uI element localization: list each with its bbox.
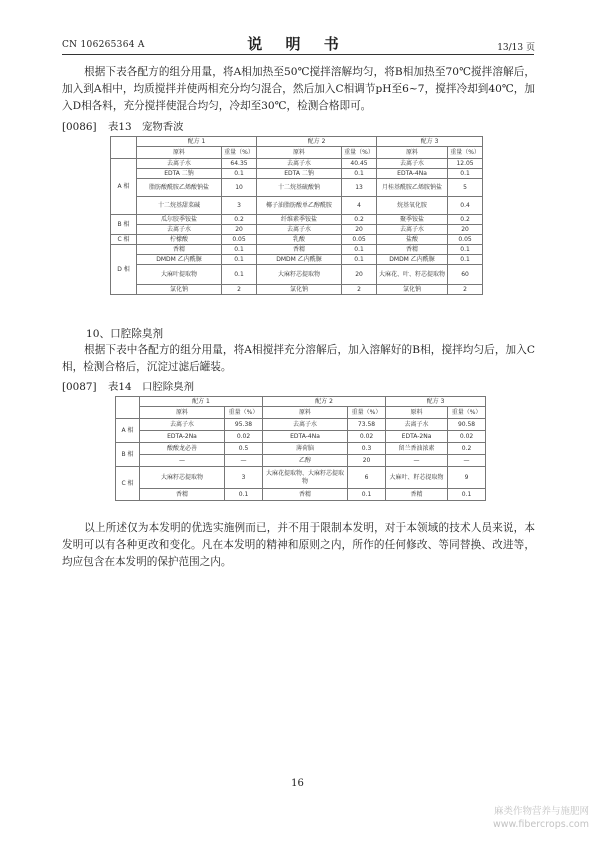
table-cell: 0.02 <box>448 431 486 443</box>
column-header: 重量（%） <box>225 407 263 419</box>
table-cell: 去离子水 <box>377 225 448 235</box>
table-cell: 0.2 <box>448 443 486 455</box>
table-cell: 香精 <box>257 245 342 255</box>
table-cell: 0.2 <box>222 215 257 225</box>
config-header: 配方 1 <box>140 397 263 407</box>
table-cell: — <box>386 455 448 467</box>
table-cell: 0.05 <box>448 235 483 245</box>
phase-label: B 相 <box>111 215 137 235</box>
table-cell: 0.1 <box>448 245 483 255</box>
column-header: 原料 <box>386 407 448 419</box>
table-cell: 13 <box>342 179 377 197</box>
section-heading: 10、口腔除臭剂 <box>86 328 164 340</box>
table-row <box>116 419 486 431</box>
table-cell: 0.02 <box>348 431 386 443</box>
table-cell: 0.1 <box>222 245 257 255</box>
table-cell: EDTA 二钠 <box>137 169 222 179</box>
table14-oral-deodorant <box>115 396 486 501</box>
table-cell: 0.1 <box>448 255 483 265</box>
table13-pet-shampoo <box>110 136 483 295</box>
table-cell: 0.1 <box>448 489 486 501</box>
table-cell: 大麻花提取物、大麻籽芯提取物 <box>263 467 348 489</box>
table-cell: 0.2 <box>448 215 483 225</box>
table-cell: EDTA-2Na <box>140 431 225 443</box>
procedure-paragraph-1: 根据下表各配方的组分用量，将A相加热至50℃搅拌溶解均匀，将B相加热至70℃搅拌溶解后，加入到A相中，均质搅拌并使两相充分均匀混合，然后加入C相调节pH至6~7，搅拌冷却到40℃，加入D相各料，充分搅拌使混合均匀，冷却至30℃，检测合格即可。 <box>62 66 535 112</box>
table-row <box>111 197 483 215</box>
table-cell: 柠檬酸 <box>137 235 222 245</box>
table-cell: 去离子水 <box>377 159 448 169</box>
table-cell: 大麻花、叶、籽芯提取物 <box>377 265 448 285</box>
table-row <box>111 225 483 235</box>
table-row <box>111 215 483 225</box>
column-header: 原料 <box>257 147 342 159</box>
table-cell: 3 <box>225 467 263 489</box>
table-cell: 去离子水 <box>386 419 448 431</box>
table-cell: 去离子水 <box>257 159 342 169</box>
table-cell: 64.35 <box>222 159 257 169</box>
table-cell: 聚季铵盐 <box>377 215 448 225</box>
table-cell: 9 <box>448 467 486 489</box>
table-cell: 40.45 <box>342 159 377 169</box>
table-cell: 大麻籽芯提取物 <box>140 467 225 489</box>
table-cell: EDTA-2Na <box>386 431 448 443</box>
table-row <box>116 443 486 455</box>
table-cell: 烷基氧化胺 <box>377 197 448 215</box>
table-cell: 香精 <box>140 489 225 501</box>
patent-number: CN 106265364 A <box>62 40 145 50</box>
table-cell: 纤维素季铵盐 <box>257 215 342 225</box>
table-cell: 20 <box>222 225 257 235</box>
table-cell: 0.02 <box>225 431 263 443</box>
corner-cell <box>116 397 140 419</box>
table14-caption: [0087] 表14 口腔除臭剂 <box>62 381 194 393</box>
page-indicator: 13/13 页 <box>497 43 535 53</box>
table-cell: 大麻叶、籽芯提取物 <box>386 467 448 489</box>
table-cell: 90.58 <box>448 419 486 431</box>
table-cell: DMDM 乙内酰脲 <box>137 255 222 265</box>
column-header: 原料 <box>137 147 222 159</box>
table-cell: 瓜尔胶季铵盐 <box>137 215 222 225</box>
table-cell: 薄荷脑 <box>263 443 348 455</box>
procedure-paragraph-2: 根据下表中各配方的组分用量，将A相搅拌充分溶解后，加入溶解好的B相，搅拌均匀后，加入C相，检测合格后，沉淀过滤后罐装。 <box>62 344 535 373</box>
table-cell: 60 <box>448 265 483 285</box>
table-cell: 脂肪酸酰胺乙烯酸钠盐 <box>137 179 222 197</box>
table-cell: 2 <box>448 285 483 295</box>
table-cell: 酸酸龙必善 <box>140 443 225 455</box>
table-cell: 香精 <box>377 245 448 255</box>
table-cell: 0.1 <box>348 489 386 501</box>
table-cell: — <box>225 455 263 467</box>
table-cell: 0.1 <box>342 169 377 179</box>
table-cell: 0.1 <box>225 489 263 501</box>
table-cell: EDTA 二钠 <box>257 169 342 179</box>
table-cell: 0.1 <box>222 169 257 179</box>
table-row <box>111 159 483 169</box>
table-cell: 0.05 <box>342 235 377 245</box>
column-header: 重量（%） <box>448 147 483 159</box>
table-cell: 2 <box>342 285 377 295</box>
table-cell: 去离子水 <box>137 225 222 235</box>
column-header: 原料 <box>377 147 448 159</box>
table-cell: 大麻叶提取物 <box>137 265 222 285</box>
config-header: 配方 3 <box>386 397 486 407</box>
config-header: 配方 2 <box>257 137 377 147</box>
table-cell: 20 <box>342 265 377 285</box>
table-cell: EDTA-4Na <box>377 169 448 179</box>
table-cell: 乳酸 <box>257 235 342 245</box>
table-cell: 氯化钠 <box>137 285 222 295</box>
table-row <box>111 285 483 295</box>
table-cell: 月桂基酰胺乙烯胺钠盐 <box>377 179 448 197</box>
header-divider <box>62 54 534 55</box>
config-header: 配方 3 <box>377 137 483 147</box>
watermark-line-1: 麻类作物营养与施肥网 <box>493 806 589 817</box>
phase-label: A 相 <box>111 159 137 215</box>
table-cell: 20 <box>348 455 386 467</box>
table-cell: 去离子水 <box>137 159 222 169</box>
table-cell: 0.5 <box>225 443 263 455</box>
column-header: 原料 <box>263 407 348 419</box>
table-row <box>111 245 483 255</box>
table-cell: 3 <box>222 197 257 215</box>
phase-label: C 相 <box>116 467 140 501</box>
table-cell: 0.1 <box>448 169 483 179</box>
table-cell: 12.05 <box>448 159 483 169</box>
table-cell: 0.05 <box>222 235 257 245</box>
table-cell: EDTA-4Na <box>263 431 348 443</box>
table-row <box>111 265 483 285</box>
table-cell: 10 <box>222 179 257 197</box>
table-cell: 20 <box>342 225 377 235</box>
table-cell: 73.58 <box>348 419 386 431</box>
table-cell: 0.1 <box>342 245 377 255</box>
table-cell: 香精 <box>386 489 448 501</box>
table-cell: 氯化钠 <box>377 285 448 295</box>
table-cell: 盐酸 <box>377 235 448 245</box>
table-cell: 0.1 <box>342 255 377 265</box>
phase-label: B 相 <box>116 443 140 467</box>
table-cell: 0.3 <box>348 443 386 455</box>
table-cell: — <box>448 455 486 467</box>
table-row <box>111 179 483 197</box>
table-row <box>111 235 483 245</box>
column-header: 原料 <box>140 407 225 419</box>
config-header: 配方 1 <box>137 137 257 147</box>
watermark-line-2: www.fibercrops.com <box>492 819 589 830</box>
table-cell: 去离子水 <box>140 419 225 431</box>
table-row <box>116 467 486 489</box>
table-cell: 去离子水 <box>263 419 348 431</box>
phase-label: C 相 <box>111 235 137 245</box>
table-cell: 乙醇 <box>263 455 348 467</box>
table-row <box>111 255 483 265</box>
table-cell: 4 <box>342 197 377 215</box>
table-cell: 6 <box>348 467 386 489</box>
column-header: 重量（%） <box>348 407 386 419</box>
table-cell: DMDM 乙内酰脲 <box>377 255 448 265</box>
table-cell: 0.1 <box>222 265 257 285</box>
column-header: 重量（%） <box>222 147 257 159</box>
table-cell: 大麻籽芯提取物 <box>257 265 342 285</box>
conclusion-paragraph: 以上所述仅为本发明的优选实施例而已，并不用于限制本发明，对于本领域的技术人员来说，本发明可以有各种更改和变化。凡在本发明的精神和原则之内，所作的任何修改、等同替换、改进等，均应包含在本发明的保护范围之内。 <box>62 522 535 568</box>
table-row <box>111 169 483 179</box>
document-title: 说 明 书 <box>247 35 348 53</box>
table-cell: 留兰香油浓素 <box>386 443 448 455</box>
table-cell: — <box>140 455 225 467</box>
table-cell: 0.4 <box>448 197 483 215</box>
phase-label: A 相 <box>116 419 140 443</box>
table-row <box>116 489 486 501</box>
table-cell: 20 <box>448 225 483 235</box>
column-header: 重量（%） <box>342 147 377 159</box>
table-cell: 0.1 <box>222 255 257 265</box>
table-row <box>116 455 486 467</box>
table-cell: 2 <box>222 285 257 295</box>
table-cell: DMDM 乙内酰脲 <box>257 255 342 265</box>
watermark <box>493 805 589 831</box>
page-number: 16 <box>291 778 304 789</box>
table-cell: 香精 <box>263 489 348 501</box>
config-header: 配方 2 <box>263 397 386 407</box>
phase-label: D 相 <box>111 245 137 295</box>
column-header: 重量（%） <box>448 407 486 419</box>
table13-caption: [0086] 表13 宠物香波 <box>62 121 184 133</box>
table-cell: 氯化钠 <box>257 285 342 295</box>
table-cell: 0.2 <box>342 215 377 225</box>
table-cell: 5 <box>448 179 483 197</box>
corner-cell <box>111 137 137 159</box>
table-cell: 去离子水 <box>257 225 342 235</box>
table-cell: 香精 <box>137 245 222 255</box>
table-cell: 十二烷基硫酸钠 <box>257 179 342 197</box>
table-cell: 95.38 <box>225 419 263 431</box>
table-cell: 椰子油脂肪酸单乙醇酰胺 <box>257 197 342 215</box>
table-row <box>116 431 486 443</box>
table-cell: 十二烷基甜菜碱 <box>137 197 222 215</box>
